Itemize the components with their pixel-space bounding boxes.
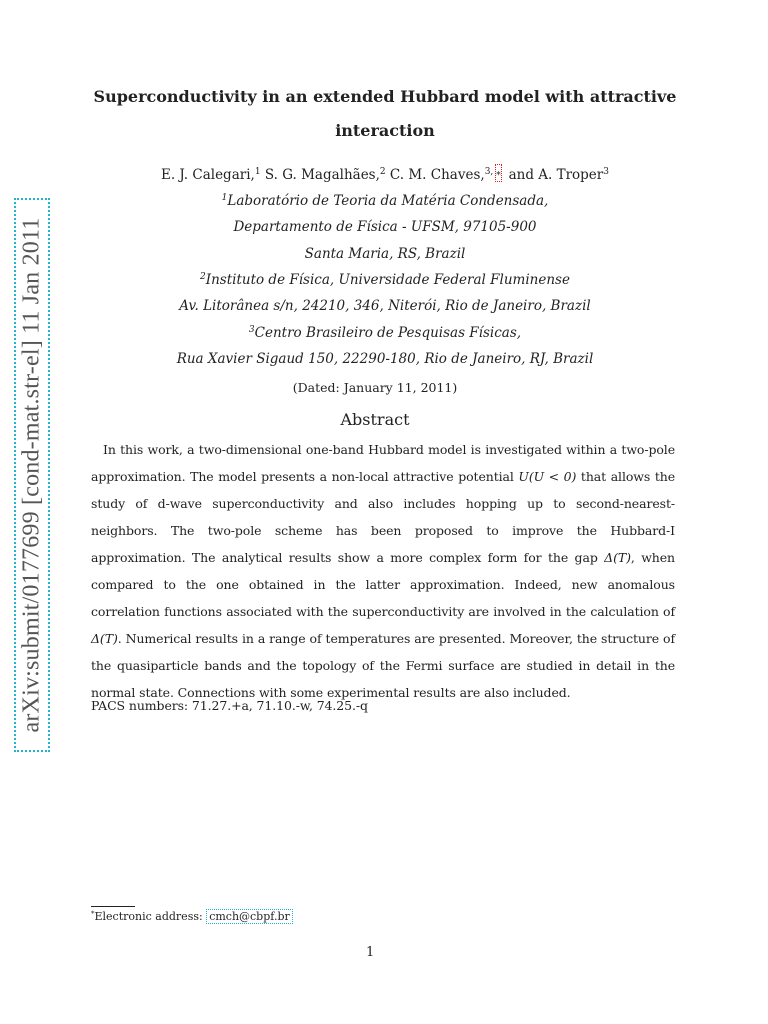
author-affiliation-mark: 3,	[484, 167, 494, 177]
author-affiliation-mark: 2	[379, 167, 386, 177]
title-line-1: Superconductivity in an extended Hubbard model with attractive	[93, 87, 677, 106]
abstract-text: , when compared to the one obtained in the latter approximation. Indeed, new anomalous correlation functions associated with the superconductivity are involved in the calculation of	[91, 550, 675, 619]
affiliation-line	[80, 272, 690, 288]
title-line-2: interaction	[335, 121, 435, 140]
abstract-body	[91, 436, 675, 706]
footnote-label: Electronic address:	[94, 910, 207, 923]
abstract-math: U(U < 0)	[518, 469, 577, 484]
author-list	[80, 160, 690, 187]
affiliation-line	[80, 325, 690, 341]
affiliation-text: Rua Xavier Sigaud 150, 22290-180, Rio de Janeiro, RJ, Brazil	[176, 351, 594, 367]
footnote-star-link[interactable]	[495, 164, 502, 182]
affiliation-number: 2	[200, 272, 206, 282]
abstract-math: Δ(T)	[91, 631, 118, 646]
pacs-numbers: PACS numbers: 71.27.+a, 71.10.-w, 74.25.-q	[91, 698, 368, 713]
author-affiliation-mark: 3	[603, 167, 609, 177]
paper-title	[80, 80, 690, 148]
affiliation-number: 3	[248, 325, 255, 335]
abstract-text: that allows the study of d-wave superconductivity and also includes hopping up to second-nearest-neighbors. The two-pole scheme has been proposed to improve the Hubbard-I approximation. The analytical results show a more complex form for the gap	[91, 469, 675, 565]
abstract-text: In this work, a two-dimensional one-band Hubbard model is investigated within a two-pole approximation. The model presents a non-local attractive potential	[91, 442, 675, 484]
author-troper: and A. Troper	[504, 167, 604, 183]
email-link[interactable]: cmch@cbpf.br	[206, 909, 293, 924]
abstract-heading: Abstract	[340, 410, 410, 429]
affiliation-text: Laboratório de Teoria da Matéria Condensada,	[227, 193, 549, 209]
affiliation-text: Instituto de Física, Universidade Federal Fluminense	[205, 272, 570, 288]
author-affiliation-mark: 1	[254, 167, 261, 177]
affiliation-line	[80, 219, 690, 235]
abstract-math: Δ(T)	[604, 550, 631, 565]
footnote	[91, 909, 293, 924]
footnote-star-mark: *	[496, 171, 501, 181]
affiliation-number: 1	[221, 193, 228, 203]
author-magalhaes: S. G. Magalhães,	[260, 167, 380, 183]
page-number: 1	[366, 945, 375, 960]
affiliation-text: Av. Litorânea s/n, 24210, 346, Niterói, Rio de Janeiro, Brazil	[179, 298, 591, 314]
abstract-text: . Numerical results in a range of temperatures are presented. Moreover, the structure of the quasiparticle bands and the topology of the Fermi surface are studied in detail in the normal state. Connections with some experimental results are also included.	[91, 631, 675, 700]
arxiv-stamp: arXiv:submit/0177699 [cond-mat.str-el] 11 Jan 2011	[18, 217, 45, 733]
footnote-divider	[91, 906, 135, 907]
affiliation-line	[80, 298, 690, 314]
author-chaves: C. M. Chaves,	[385, 167, 485, 183]
affiliation-text: Departamento de Física - UFSM, 97105-900	[233, 219, 537, 235]
affiliation-line	[80, 246, 690, 262]
affiliation-text: Centro Brasileiro de Pesquisas Físicas,	[254, 325, 522, 341]
affiliation-line	[80, 351, 690, 367]
affiliation-line	[80, 193, 690, 209]
affiliation-text: Santa Maria, RS, Brazil	[304, 246, 466, 262]
author-calegari: E. J. Calegari,	[160, 167, 255, 183]
footnote-mark: *	[91, 910, 95, 918]
dated-line: (Dated: January 11, 2011)	[292, 380, 458, 395]
